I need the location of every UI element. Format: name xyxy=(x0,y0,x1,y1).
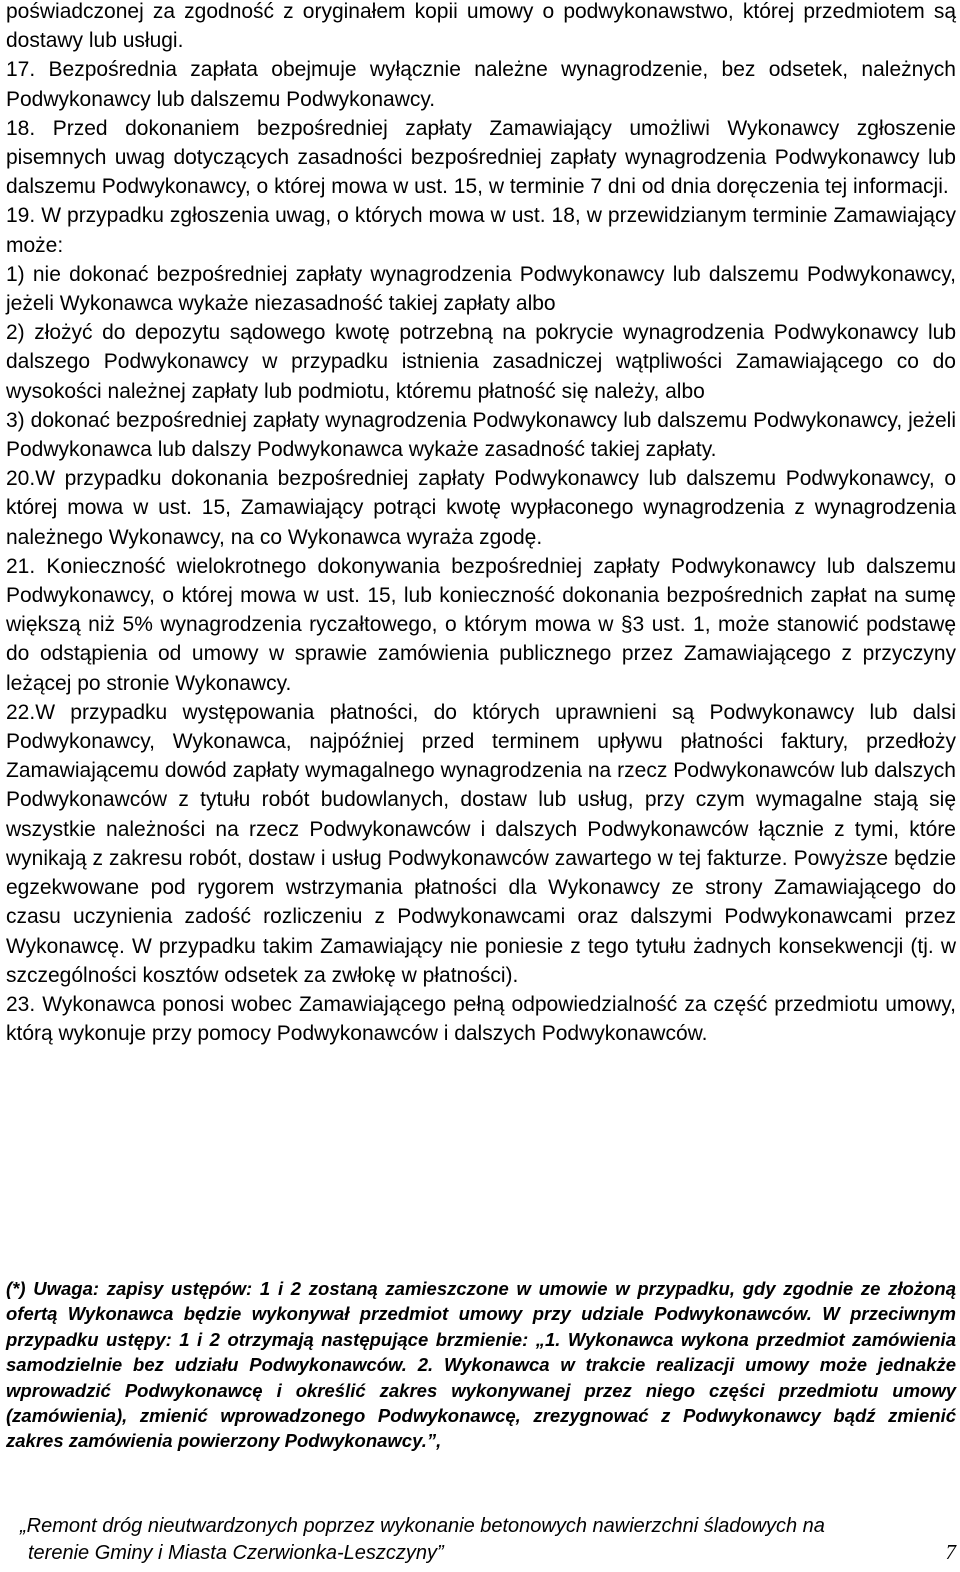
footer-line-2: terenie Gminy i Miasta Czerwionka-Leszczyny” xyxy=(28,1542,444,1564)
paragraph-23: 23. Wykonawca ponosi wobec Zamawiającego pełną odpowiedzialność za część przedmiotu umowy, którą wykonuje przy pomocy Podwykonawców i dalszych Podwykonawców. xyxy=(6,992,956,1046)
paragraph-continuation: poświadczonej za zgodność z oryginałem kopii umowy o podwykonawstwo, której przedmiotem są dostawy lub usługi. xyxy=(6,0,956,53)
paragraph-22: 22.W przypadku występowania płatności, do których uprawnieni są Podwykonawcy lub dalsi Podwykonawcy, Wykonawca, najpóźniej przed terminem upływu płatności faktury, przedłoży Zamawiającemu dowód zapłaty wymagalnego wynagrodzenia na rzecz Podwykonawców lub dalszych Podwykonawców z tytułu robót budowlanych, dostaw lub usług, przy czym wymagalne stają się wszystkie należności na rzecz Podwykonawców i dalszych Podwykonawców łącznie z tymi, które wynikają z zakresu robót, dostaw i usług Podwykonawców zawartego w tej fakturze. Powyższe będzie egzekwowane pod rygorem wstrzymania płatności dla Wykonawcy ze strony Zamawiającego do czasu uczynienia zadość rozliczeniu z Podwykonawcami oraz dalszymi Podwykonawcami przez Wykonawcę. W przypadku takim Zamawiający nie poniesie z tego tytułu żadnych konsekwencji (tj. w szczególności kosztów odsetek za zwłokę w płatności). xyxy=(6,700,956,987)
contract-body xyxy=(6,0,956,1048)
paragraph-21: 21. Konieczność wielokrotnego dokonywania bezpośredniej zapłaty Podwykonawcy lub dalszemu Podwykonawcy, o której mowa w ust. 15, lub konieczność dokonania bezpośrednich zapłat na sumę większą niż 5% wynagrodzenia ryczałtowego, o którym mowa w §3 ust. 1, może stanowić podstawę do odstąpienia od umowy w sprawie zamówienia publicznego przez Zamawiającego z przyczyny leżącej po stronie Wykonawcy. xyxy=(6,554,956,695)
paragraph-19-point-3: 3) dokonać bezpośredniej zapłaty wynagrodzenia Podwykonawcy lub dalszemu Podwykonawcy, jeżeli Podwykonawca lub dalszy Podwykonawca wykaże zasadność takiej zapłaty. xyxy=(6,408,956,462)
paragraph-17: 17. Bezpośrednia zapłata obejmuje wyłącznie należne wynagrodzenie, bez odsetek, należnych Podwykonawcy lub dalszemu Podwykonawcy. xyxy=(6,58,956,111)
page-footer xyxy=(14,1513,944,1567)
paragraph-20: 20.W przypadku dokonania bezpośredniej zapłaty Podwykonawcy lub dalszemu Podwykonawcy, o której mowa w ust. 15, Zamawiający potrąci kwotę wypłaconego wynagrodzenia z wynagrodzenia należnego Wykonawcy, na co Wykonawca wyraża zgodę. xyxy=(6,467,956,549)
paragraph-19-point-2: 2) złożyć do depozytu sądowego kwotę potrzebną na pokrycie wynagrodzenia Podwykonawcy lub dalszego Podwykonawcy w przypadku istnienia zasadniczej wątpliwości Zamawiającego co do wysokości należnej zapłaty lub podmiotu, któremu płatność się należy, albo xyxy=(6,321,956,403)
footer-line-1: „Remont dróg nieutwardzonych poprzez wykonanie betonowych nawierzchni śladowych na xyxy=(20,1515,825,1537)
paragraph-19: 19. W przypadku zgłoszenia uwag, o których mowa w ust. 18, w przewidzianym terminie Zamawiający może: xyxy=(6,204,956,257)
paragraph-18: 18. Przed dokonaniem bezpośredniej zapłaty Zamawiający umożliwi Wykonawcy zgłoszenie pisemnych uwag dotyczących zasadności bezpośredniej zapłaty wynagrodzenia Podwykonawcy lub dalszemu Podwykonawcy, o której mowa w ust. 15, w terminie 7 dni od dnia doręczenia tej informacji. xyxy=(6,116,956,199)
paragraph-19-point-1: 1) nie dokonać bezpośredniej zapłaty wynagrodzenia Podwykonawcy lub dalszemu Podwykonawcy, jeżeli Wykonawca wykaże niezasadność takiej zapłaty albo xyxy=(6,262,956,316)
notice-note: (*) Uwaga: zapisy ustępów: 1 i 2 zostaną zamieszczone w umowie w przypadku, gdy zgodnie ze złożoną ofertą Wykonawca będzie wykonywał przedmiot umowy przy udziale Podwykonawców. W przeciwnym przypadku ustępy: 1 i 2 otrzymają następujące brzmienie: „1. Wykonawca wykona przedmiot zamówienia samodzielnie bez udziału Podwykonawców. 2. Wykonawca w trakcie realizacji umowy może jednakże wprowadzić Podwykonawcę i określić zakres wykonywanej przez niego części przedmiotu umowy (zamówienia), zmienić wprowadzonego Podwykonawcę, zrezygnować z Podwykonawcy bądź zmienić zakres zamówienia powierzony Podwykonawcy.”, xyxy=(6,1278,956,1452)
page-number: 7 xyxy=(945,1540,956,1564)
